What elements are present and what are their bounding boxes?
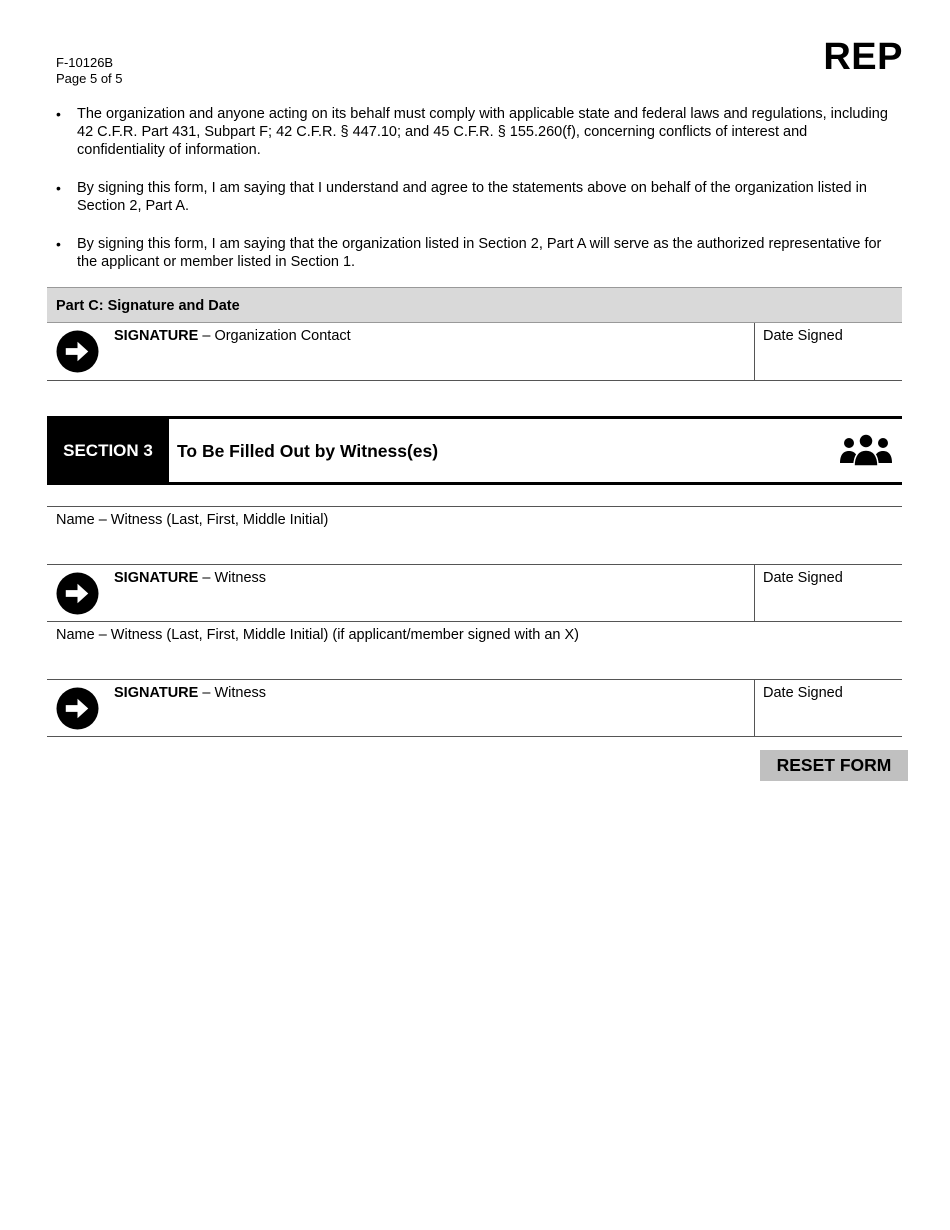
witness-1-date-signed-field[interactable]: Date Signed: [754, 565, 902, 621]
statement-item: • By signing this form, I am saying that I understand and agree to the statements above on behalf of the organization listed in Section 2, Part A.: [56, 179, 896, 215]
part-c-heading: Part C: Signature and Date: [47, 287, 902, 323]
organization-date-signed-field[interactable]: Date Signed: [754, 323, 902, 380]
form-id-block: [56, 55, 123, 87]
reset-form-button[interactable]: RESET FORM: [760, 750, 908, 781]
section-3-badge: SECTION 3: [47, 419, 169, 482]
witness-1-signature-row[interactable]: [47, 564, 902, 622]
statement-list: [56, 105, 896, 291]
organization-signature-label: SIGNATURE – Organization Contact: [114, 328, 351, 344]
organization-signature-row[interactable]: [47, 323, 902, 381]
form-number: F-10126B: [56, 55, 114, 70]
arrow-right-circle-icon: [56, 572, 99, 615]
group-icon: [837, 433, 895, 469]
witness-1-signature-label: SIGNATURE – Witness: [114, 570, 267, 586]
witness-1-name-field[interactable]: Name – Witness (Last, First, Middle Initial): [47, 506, 902, 564]
section-3-title: To Be Filled Out by Witness(es): [177, 441, 439, 461]
witness-2-name-field[interactable]: Name – Witness (Last, First, Middle Initial) (if applicant/member signed with an X): [47, 621, 902, 679]
form-code: REP: [823, 36, 903, 78]
section-3-header: [47, 416, 902, 485]
statement-item: • By signing this form, I am saying that the organization listed in Section 2, Part A will serve as the authorized representative for the applicant or member listed in Section 1.: [56, 235, 896, 271]
statement-item: • The organization and anyone acting on its behalf must comply with applicable state and federal laws and regulations, including 42 C.F.R. Part 431, Subpart F; 42 C.F.R. § 447.10; and 45 C.F.R. § 155.260(f), concerning conflicts of interest and confidentiality of information.: [56, 105, 896, 159]
witness-2-signature-label: SIGNATURE – Witness: [114, 685, 267, 701]
witness-2-date-signed-field[interactable]: Date Signed: [754, 680, 902, 736]
witness-2-signature-row[interactable]: [47, 679, 902, 737]
page-number: Page 5 of 5: [56, 71, 123, 86]
arrow-right-circle-icon: [56, 330, 99, 373]
arrow-right-circle-icon: [56, 687, 99, 730]
